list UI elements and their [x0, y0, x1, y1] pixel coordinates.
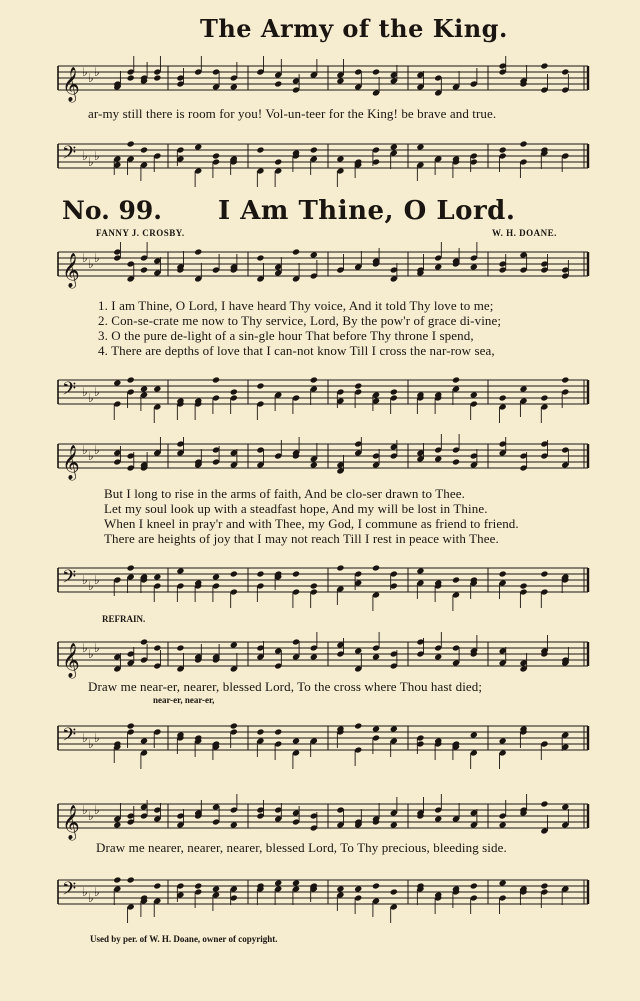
- svg-text:♭: ♭: [82, 65, 88, 79]
- svg-text:♭: ♭: [82, 803, 88, 817]
- svg-text:♭: ♭: [88, 155, 94, 169]
- verse-1-line-a: 1. I am Thine, O Lord, I have heard Thy voice, And it told Thy love to me;: [98, 298, 494, 313]
- svg-text:𝄞: 𝄞: [62, 253, 80, 288]
- verse-2-line-a: 2. Con-se-crate me now to Thy service, Lord, By the pow'r of grace di-vine;: [98, 313, 502, 328]
- verse-4-line-a: 4. There are depths of love that I can-not know Till I cross the nar-row sea,: [98, 343, 495, 358]
- svg-text:𝄢: 𝄢: [62, 725, 77, 750]
- svg-text:♭: ♭: [88, 71, 94, 85]
- top-bass-staff: [58, 136, 588, 180]
- svg-text:♭: ♭: [82, 149, 88, 163]
- hymn-number: No. 99.: [62, 196, 162, 225]
- svg-text:𝄞: 𝄞: [62, 805, 80, 840]
- svg-text:♭: ♭: [94, 573, 100, 587]
- svg-text:♭: ♭: [94, 731, 100, 745]
- svg-text:♭: ♭: [82, 573, 88, 587]
- svg-text:♭: ♭: [94, 385, 100, 399]
- svg-text:♭: ♭: [94, 641, 100, 655]
- svg-text:♭: ♭: [82, 641, 88, 655]
- svg-text:♭: ♭: [88, 257, 94, 271]
- refrain-bass-staff-2: [58, 872, 588, 916]
- svg-text:♭: ♭: [88, 391, 94, 405]
- verse-3-line-a: 3. O the pure de-light of a sin-gle hour That before Thy throne I spend,: [98, 328, 474, 343]
- refrain-line-2: Draw me nearer, nearer, nearer, blessed Lord, To Thy precious, bleeding side.: [96, 840, 507, 855]
- system2-bass-staff: [58, 560, 588, 604]
- svg-text:𝄞: 𝄞: [62, 445, 80, 480]
- svg-text:𝄞: 𝄞: [62, 67, 80, 102]
- svg-text:♭: ♭: [82, 731, 88, 745]
- refrain-bass-staff-1: [58, 718, 588, 762]
- svg-text:♭: ♭: [94, 885, 100, 899]
- svg-text:♭: ♭: [82, 443, 88, 457]
- svg-text:♭: ♭: [94, 149, 100, 163]
- svg-text:𝄢: 𝄢: [62, 879, 77, 904]
- refrain-treble-staff-2: [58, 796, 588, 840]
- svg-text:♭: ♭: [88, 449, 94, 463]
- svg-text:♭: ♭: [82, 885, 88, 899]
- svg-text:♭: ♭: [88, 809, 94, 823]
- refrain-echo: near-er, near-er,: [153, 695, 215, 705]
- svg-text:𝄢: 𝄢: [62, 143, 77, 168]
- lyricist-credit: FANNY J. CROSBY.: [96, 228, 185, 238]
- verse-1-line-b: But I long to rise in the arms of faith, And be clo-ser drawn to Thee.: [104, 486, 465, 501]
- system1-treble-staff: [58, 244, 588, 288]
- svg-text:♭: ♭: [88, 647, 94, 661]
- svg-text:𝄞: 𝄞: [62, 643, 80, 678]
- svg-text:♭: ♭: [88, 737, 94, 751]
- svg-text:𝄢: 𝄢: [62, 379, 77, 404]
- svg-text:♭: ♭: [82, 385, 88, 399]
- refrain-line-1: Draw me near-er, nearer, blessed Lord, To the cross where Thou hast died;: [88, 679, 483, 694]
- svg-text:♭: ♭: [94, 65, 100, 79]
- svg-text:♭: ♭: [94, 803, 100, 817]
- svg-text:♭: ♭: [82, 251, 88, 265]
- refrain-label: REFRAIN.: [102, 614, 146, 624]
- svg-text:♭: ♭: [94, 251, 100, 265]
- svg-text:𝄢: 𝄢: [62, 567, 77, 592]
- refrain-treble-staff-1: [58, 634, 588, 678]
- top-hymn-title: The Army of the King.: [200, 14, 508, 43]
- verse-2-line-b: Let my soul look up with a steadfast hope, And my will be lost in Thine.: [104, 501, 488, 516]
- copyright-note: Used by per. of W. H. Doane, owner of copyright.: [90, 934, 278, 944]
- svg-text:♭: ♭: [94, 443, 100, 457]
- verse-4-line-b: There are heights of joy that I may not reach Till I rest in peace with Thee.: [104, 531, 499, 546]
- top-hymn-lyric: ar-my still there is room for you! Vol-un-teer for the King! be brave and true.: [88, 106, 497, 121]
- svg-text:♭: ♭: [88, 579, 94, 593]
- top-treble-staff: [58, 58, 588, 102]
- system2-treble-staff: [58, 436, 588, 480]
- verse-3-line-b: When I kneel in pray'r and with Thee, my God, I commune as friend to friend.: [104, 516, 519, 531]
- system1-bass-staff: [58, 372, 588, 416]
- svg-text:♭: ♭: [88, 891, 94, 905]
- hymn-title: I Am Thine, O Lord.: [218, 196, 516, 226]
- composer-credit: W. H. DOANE.: [492, 228, 557, 238]
